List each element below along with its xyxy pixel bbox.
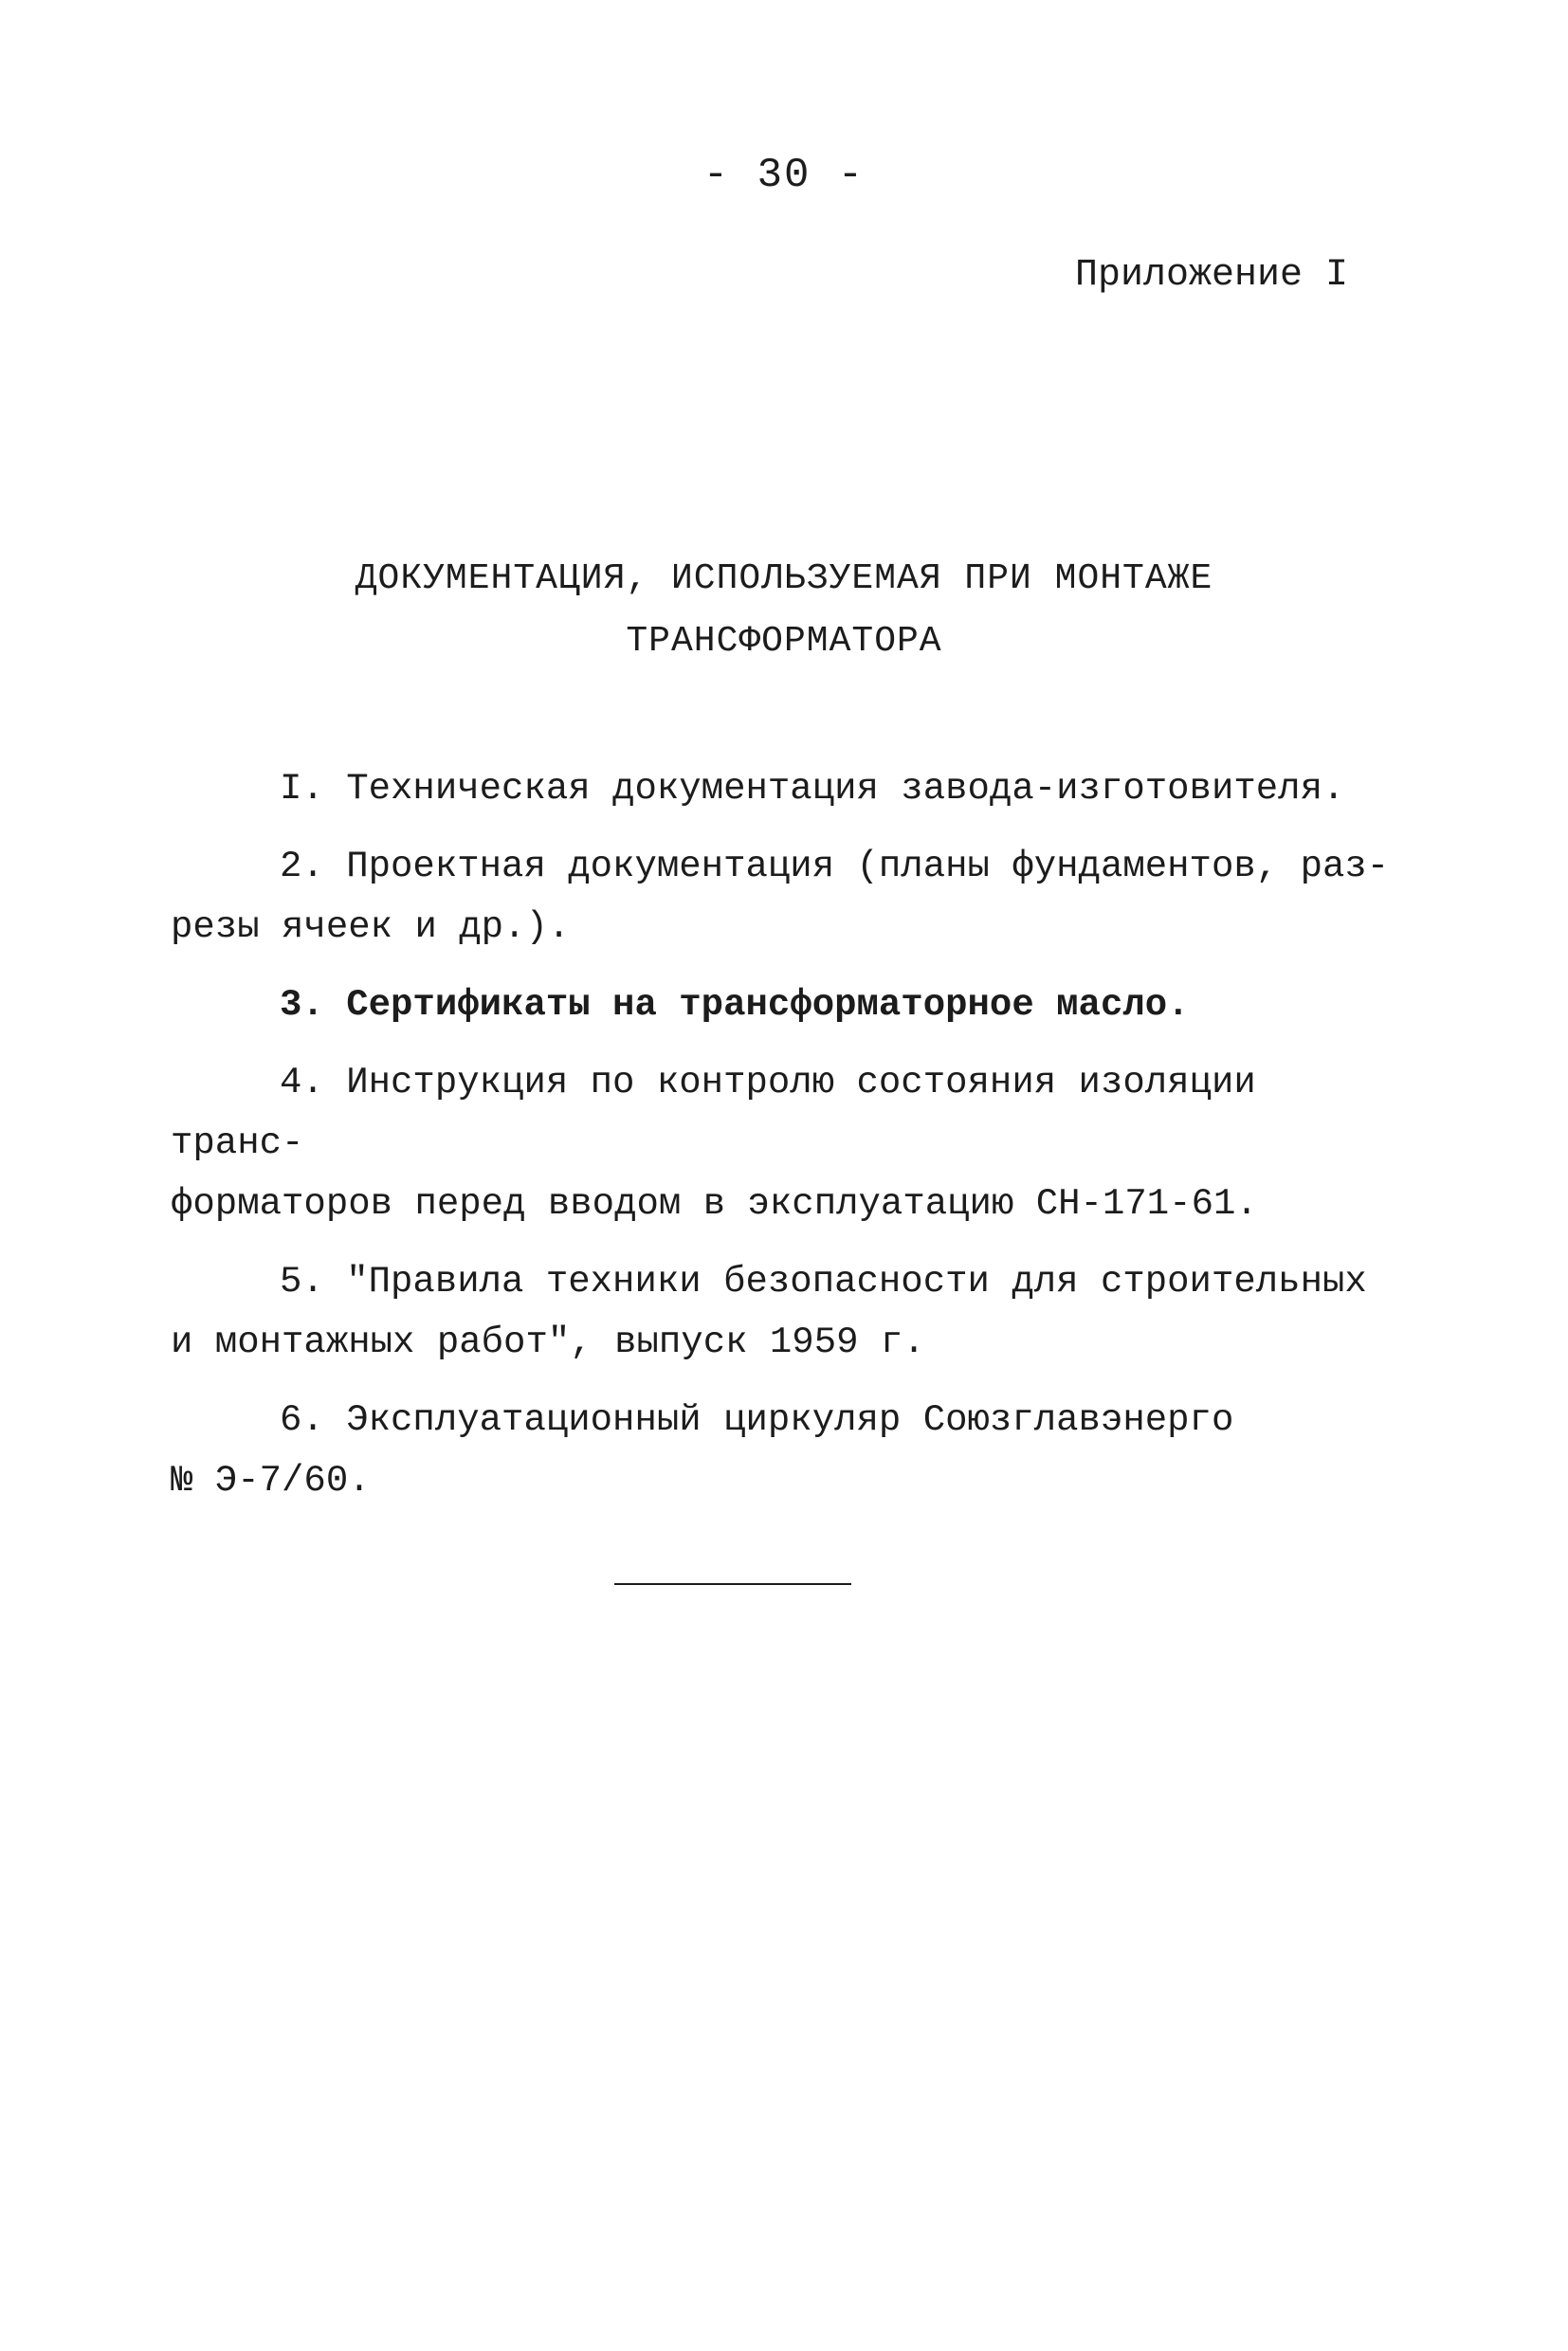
end-divider: [614, 1583, 851, 1585]
document-title-line-1: ДОКУМЕНТАЦИЯ, ИСПОЛЬЗУЕМАЯ ПРИ МОНТАЖЕ: [355, 558, 1213, 599]
documentation-list: [171, 758, 1394, 1528]
list-item: I. Техническая документация завода-изготовителя.: [280, 768, 1345, 810]
page-number: - 30 -: [702, 152, 866, 199]
list-item: 6. Эксплуатационный циркуляр Союзглавэнерго № Э-7/60.: [171, 1399, 1234, 1502]
list-item: 2. Проектная документация (планы фундаментов, раз- резы ячеек и др.).: [171, 846, 1390, 948]
list-item: 3. Сертификаты на трансформаторное масло.: [280, 984, 1190, 1026]
list-item: 4. Инструкция по контролю состояния изоляции транс- форматоров перед вводом в эксплуатацию СН-171-61.: [171, 1062, 1258, 1225]
list-item: 5. "Правила техники безопасности для строительных и монтажных работ", выпуск 1959 г.: [171, 1261, 1367, 1363]
document-title: [0, 548, 1568, 673]
appendix-label: Приложение I: [1074, 254, 1348, 297]
document-title-line-2: ТРАНСФОРМАТОРА: [626, 621, 942, 662]
